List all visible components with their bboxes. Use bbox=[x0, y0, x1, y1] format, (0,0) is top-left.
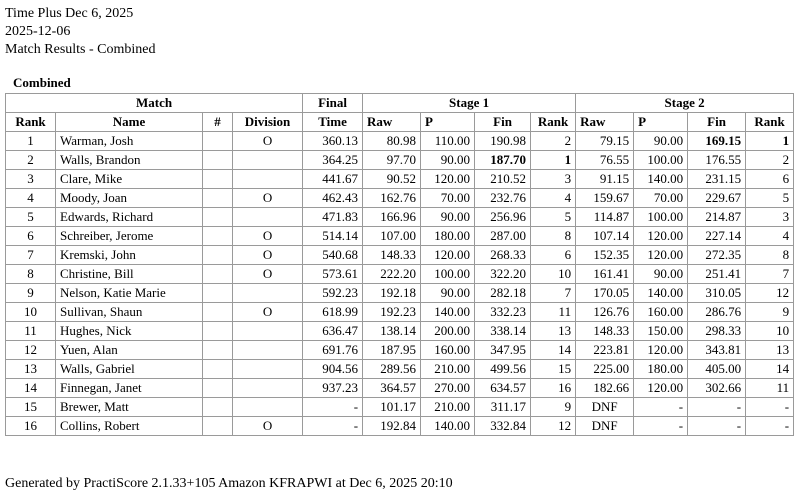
cell-s1-penalty: 90.00 bbox=[421, 208, 475, 227]
cell-s1-rank: 13 bbox=[531, 322, 576, 341]
cell-s1-penalty: 180.00 bbox=[421, 227, 475, 246]
group-final: Final bbox=[303, 94, 363, 113]
cell-name: Schreiber, Jerome bbox=[56, 227, 203, 246]
cell-s2-penalty: 120.00 bbox=[634, 379, 688, 398]
cell-s1-penalty: 140.00 bbox=[421, 303, 475, 322]
col-final-time: Time bbox=[303, 113, 363, 132]
cell-final-time: 540.68 bbox=[303, 246, 363, 265]
cell-s2-raw: 79.15 bbox=[576, 132, 634, 151]
cell-final-time: 618.99 bbox=[303, 303, 363, 322]
cell-name: Collins, Robert bbox=[56, 417, 203, 436]
cell-s2-raw: 159.67 bbox=[576, 189, 634, 208]
cell-s1-penalty: 120.00 bbox=[421, 170, 475, 189]
cell-s1-raw: 166.96 bbox=[363, 208, 421, 227]
cell-s1-rank: 9 bbox=[531, 398, 576, 417]
cell-s2-raw: 182.66 bbox=[576, 379, 634, 398]
cell-s1-rank: 4 bbox=[531, 189, 576, 208]
cell-s1-fin: 499.56 bbox=[475, 360, 531, 379]
cell-s1-fin: 187.70 bbox=[475, 151, 531, 170]
table-row bbox=[6, 170, 794, 189]
cell-s1-fin: 210.52 bbox=[475, 170, 531, 189]
cell-number bbox=[203, 284, 233, 303]
cell-final-time: 471.83 bbox=[303, 208, 363, 227]
col-s1-rank: Rank bbox=[531, 113, 576, 132]
cell-s1-raw: 90.52 bbox=[363, 170, 421, 189]
cell-rank: 8 bbox=[6, 265, 56, 284]
cell-rank: 6 bbox=[6, 227, 56, 246]
cell-s2-penalty: - bbox=[634, 398, 688, 417]
cell-rank: 13 bbox=[6, 360, 56, 379]
cell-number bbox=[203, 227, 233, 246]
cell-s2-penalty: 70.00 bbox=[634, 189, 688, 208]
cell-s1-penalty: 70.00 bbox=[421, 189, 475, 208]
cell-name: Kremski, John bbox=[56, 246, 203, 265]
cell-s1-fin: 332.84 bbox=[475, 417, 531, 436]
cell-s1-rank: 5 bbox=[531, 208, 576, 227]
cell-s2-rank: 10 bbox=[746, 322, 794, 341]
cell-name: Yuen, Alan bbox=[56, 341, 203, 360]
cell-number bbox=[203, 398, 233, 417]
cell-s1-raw: 364.57 bbox=[363, 379, 421, 398]
cell-s2-fin: 405.00 bbox=[688, 360, 746, 379]
cell-s1-raw: 80.98 bbox=[363, 132, 421, 151]
cell-s2-raw: 91.15 bbox=[576, 170, 634, 189]
col-rank: Rank bbox=[6, 113, 56, 132]
cell-s1-penalty: 90.00 bbox=[421, 284, 475, 303]
cell-final-time: 360.13 bbox=[303, 132, 363, 151]
cell-s2-rank: 13 bbox=[746, 341, 794, 360]
cell-s2-raw: 170.05 bbox=[576, 284, 634, 303]
cell-s2-raw: 223.81 bbox=[576, 341, 634, 360]
table-row bbox=[6, 398, 794, 417]
cell-name: Moody, Joan bbox=[56, 189, 203, 208]
cell-division bbox=[233, 341, 303, 360]
cell-number bbox=[203, 417, 233, 436]
cell-s1-raw: 289.56 bbox=[363, 360, 421, 379]
cell-s2-fin: 343.81 bbox=[688, 341, 746, 360]
cell-name: Clare, Mike bbox=[56, 170, 203, 189]
cell-s2-raw: DNF bbox=[576, 398, 634, 417]
cell-s1-fin: 338.14 bbox=[475, 322, 531, 341]
cell-s1-rank: 2 bbox=[531, 132, 576, 151]
results-table bbox=[5, 93, 794, 436]
cell-s2-fin: 272.35 bbox=[688, 246, 746, 265]
cell-rank: 12 bbox=[6, 341, 56, 360]
cell-s1-rank: 16 bbox=[531, 379, 576, 398]
cell-s2-penalty: 120.00 bbox=[634, 227, 688, 246]
cell-name: Walls, Gabriel bbox=[56, 360, 203, 379]
cell-s1-penalty: 120.00 bbox=[421, 246, 475, 265]
group-match: Match bbox=[6, 94, 303, 113]
cell-rank: 15 bbox=[6, 398, 56, 417]
cell-rank: 2 bbox=[6, 151, 56, 170]
cell-s2-penalty: 90.00 bbox=[634, 132, 688, 151]
cell-s1-fin: 287.00 bbox=[475, 227, 531, 246]
cell-s2-fin: - bbox=[688, 417, 746, 436]
cell-s2-fin: 310.05 bbox=[688, 284, 746, 303]
cell-rank: 7 bbox=[6, 246, 56, 265]
cell-division bbox=[233, 208, 303, 227]
cell-s2-fin: 298.33 bbox=[688, 322, 746, 341]
match-date: 2025-12-06 bbox=[5, 24, 71, 39]
col-number: # bbox=[203, 113, 233, 132]
table-row bbox=[6, 360, 794, 379]
cell-s2-rank: 14 bbox=[746, 360, 794, 379]
table-row bbox=[6, 379, 794, 398]
col-s2-fin: Fin bbox=[688, 113, 746, 132]
cell-s2-penalty: 90.00 bbox=[634, 265, 688, 284]
cell-s1-raw: 192.23 bbox=[363, 303, 421, 322]
cell-s2-penalty: 100.00 bbox=[634, 208, 688, 227]
cell-s2-raw: 152.35 bbox=[576, 246, 634, 265]
cell-s2-penalty: 140.00 bbox=[634, 170, 688, 189]
cell-s1-raw: 187.95 bbox=[363, 341, 421, 360]
report-type: Match Results - Combined bbox=[5, 42, 156, 57]
col-s1-fin: Fin bbox=[475, 113, 531, 132]
cell-rank: 5 bbox=[6, 208, 56, 227]
cell-s1-rank: 15 bbox=[531, 360, 576, 379]
cell-s2-fin: 227.14 bbox=[688, 227, 746, 246]
cell-number bbox=[203, 246, 233, 265]
table-row bbox=[6, 208, 794, 227]
cell-s1-rank: 8 bbox=[531, 227, 576, 246]
cell-s2-rank: - bbox=[746, 417, 794, 436]
cell-rank: 3 bbox=[6, 170, 56, 189]
cell-s2-fin: 214.87 bbox=[688, 208, 746, 227]
cell-rank: 14 bbox=[6, 379, 56, 398]
cell-s1-raw: 148.33 bbox=[363, 246, 421, 265]
cell-name: Edwards, Richard bbox=[56, 208, 203, 227]
table-row bbox=[6, 227, 794, 246]
cell-s2-raw: 225.00 bbox=[576, 360, 634, 379]
col-division: Division bbox=[233, 113, 303, 132]
cell-s1-penalty: 140.00 bbox=[421, 417, 475, 436]
cell-s1-fin: 232.76 bbox=[475, 189, 531, 208]
cell-s1-fin: 322.20 bbox=[475, 265, 531, 284]
cell-s2-fin: 176.55 bbox=[688, 151, 746, 170]
cell-s2-rank: 8 bbox=[746, 246, 794, 265]
cell-s1-rank: 1 bbox=[531, 151, 576, 170]
cell-s1-rank: 3 bbox=[531, 170, 576, 189]
cell-s2-rank: 11 bbox=[746, 379, 794, 398]
cell-name: Hughes, Nick bbox=[56, 322, 203, 341]
group-stage1: Stage 1 bbox=[363, 94, 576, 113]
table-row bbox=[6, 303, 794, 322]
cell-s1-raw: 162.76 bbox=[363, 189, 421, 208]
cell-s1-raw: 222.20 bbox=[363, 265, 421, 284]
cell-s2-penalty: 100.00 bbox=[634, 151, 688, 170]
group-stage2: Stage 2 bbox=[576, 94, 794, 113]
cell-division bbox=[233, 379, 303, 398]
cell-s1-fin: 634.57 bbox=[475, 379, 531, 398]
cell-s1-penalty: 210.00 bbox=[421, 360, 475, 379]
cell-s2-penalty: 160.00 bbox=[634, 303, 688, 322]
cell-s1-rank: 6 bbox=[531, 246, 576, 265]
cell-number bbox=[203, 322, 233, 341]
cell-s2-penalty: - bbox=[634, 417, 688, 436]
cell-s2-rank: 12 bbox=[746, 284, 794, 303]
cell-number bbox=[203, 208, 233, 227]
cell-s1-raw: 101.17 bbox=[363, 398, 421, 417]
cell-final-time: 904.56 bbox=[303, 360, 363, 379]
cell-s1-raw: 97.70 bbox=[363, 151, 421, 170]
footer-text: Generated by PractiScore 2.1.33+105 Amazon KFRAPWI at Dec 6, 2025 20:10 bbox=[5, 476, 453, 491]
cell-s2-raw: 107.14 bbox=[576, 227, 634, 246]
cell-s2-rank: - bbox=[746, 398, 794, 417]
cell-division: O bbox=[233, 227, 303, 246]
cell-s2-penalty: 120.00 bbox=[634, 341, 688, 360]
cell-s1-penalty: 100.00 bbox=[421, 265, 475, 284]
cell-s1-penalty: 270.00 bbox=[421, 379, 475, 398]
cell-name: Walls, Brandon bbox=[56, 151, 203, 170]
col-s1-penalty: P bbox=[421, 113, 475, 132]
column-header-row bbox=[6, 113, 794, 132]
cell-s2-raw: DNF bbox=[576, 417, 634, 436]
cell-name: Christine, Bill bbox=[56, 265, 203, 284]
cell-division bbox=[233, 170, 303, 189]
cell-name: Finnegan, Janet bbox=[56, 379, 203, 398]
section-title: Combined bbox=[13, 75, 71, 90]
cell-rank: 16 bbox=[6, 417, 56, 436]
col-s2-penalty: P bbox=[634, 113, 688, 132]
cell-s1-fin: 282.18 bbox=[475, 284, 531, 303]
cell-final-time: 462.43 bbox=[303, 189, 363, 208]
cell-rank: 9 bbox=[6, 284, 56, 303]
group-header-row bbox=[6, 94, 794, 113]
cell-s1-rank: 14 bbox=[531, 341, 576, 360]
cell-s2-penalty: 180.00 bbox=[634, 360, 688, 379]
cell-s2-raw: 161.41 bbox=[576, 265, 634, 284]
cell-s1-penalty: 210.00 bbox=[421, 398, 475, 417]
cell-s2-rank: 9 bbox=[746, 303, 794, 322]
cell-number bbox=[203, 132, 233, 151]
table-row bbox=[6, 246, 794, 265]
cell-rank: 4 bbox=[6, 189, 56, 208]
cell-s2-rank: 1 bbox=[746, 132, 794, 151]
cell-final-time: 937.23 bbox=[303, 379, 363, 398]
cell-s1-raw: 192.18 bbox=[363, 284, 421, 303]
cell-name: Brewer, Matt bbox=[56, 398, 203, 417]
cell-number bbox=[203, 151, 233, 170]
cell-division bbox=[233, 322, 303, 341]
table-row bbox=[6, 341, 794, 360]
cell-number bbox=[203, 189, 233, 208]
cell-s1-penalty: 110.00 bbox=[421, 132, 475, 151]
cell-s2-rank: 2 bbox=[746, 151, 794, 170]
table-row bbox=[6, 132, 794, 151]
cell-s1-penalty: 200.00 bbox=[421, 322, 475, 341]
cell-division: O bbox=[233, 265, 303, 284]
cell-final-time: 441.67 bbox=[303, 170, 363, 189]
col-name: Name bbox=[56, 113, 203, 132]
cell-s1-rank: 10 bbox=[531, 265, 576, 284]
col-s2-rank: Rank bbox=[746, 113, 794, 132]
table-row bbox=[6, 322, 794, 341]
cell-s2-fin: - bbox=[688, 398, 746, 417]
cell-number bbox=[203, 303, 233, 322]
cell-rank: 10 bbox=[6, 303, 56, 322]
cell-s2-fin: 251.41 bbox=[688, 265, 746, 284]
cell-name: Nelson, Katie Marie bbox=[56, 284, 203, 303]
cell-s2-penalty: 140.00 bbox=[634, 284, 688, 303]
cell-number bbox=[203, 265, 233, 284]
cell-division: O bbox=[233, 246, 303, 265]
cell-s2-rank: 6 bbox=[746, 170, 794, 189]
cell-final-time: 364.25 bbox=[303, 151, 363, 170]
cell-division: O bbox=[233, 132, 303, 151]
cell-final-time: 514.14 bbox=[303, 227, 363, 246]
cell-s1-rank: 12 bbox=[531, 417, 576, 436]
cell-s2-rank: 7 bbox=[746, 265, 794, 284]
table-row bbox=[6, 151, 794, 170]
table-row bbox=[6, 284, 794, 303]
cell-s1-penalty: 90.00 bbox=[421, 151, 475, 170]
cell-s2-penalty: 120.00 bbox=[634, 246, 688, 265]
cell-final-time: - bbox=[303, 417, 363, 436]
cell-s2-raw: 148.33 bbox=[576, 322, 634, 341]
cell-division: O bbox=[233, 303, 303, 322]
cell-s2-rank: 5 bbox=[746, 189, 794, 208]
cell-s1-raw: 192.84 bbox=[363, 417, 421, 436]
cell-name: Sullivan, Shaun bbox=[56, 303, 203, 322]
cell-s1-fin: 332.23 bbox=[475, 303, 531, 322]
cell-number bbox=[203, 360, 233, 379]
cell-final-time: 573.61 bbox=[303, 265, 363, 284]
cell-final-time: 691.76 bbox=[303, 341, 363, 360]
cell-s2-rank: 4 bbox=[746, 227, 794, 246]
cell-number bbox=[203, 341, 233, 360]
cell-division bbox=[233, 398, 303, 417]
cell-final-time: 592.23 bbox=[303, 284, 363, 303]
cell-division: O bbox=[233, 189, 303, 208]
cell-division: O bbox=[233, 417, 303, 436]
cell-s2-raw: 76.55 bbox=[576, 151, 634, 170]
table-row bbox=[6, 417, 794, 436]
cell-s2-fin: 286.76 bbox=[688, 303, 746, 322]
cell-s1-fin: 190.98 bbox=[475, 132, 531, 151]
cell-s1-raw: 107.00 bbox=[363, 227, 421, 246]
cell-s2-raw: 126.76 bbox=[576, 303, 634, 322]
cell-s2-fin: 231.15 bbox=[688, 170, 746, 189]
cell-s2-fin: 229.67 bbox=[688, 189, 746, 208]
col-s1-raw: Raw bbox=[363, 113, 421, 132]
cell-final-time: 636.47 bbox=[303, 322, 363, 341]
cell-rank: 11 bbox=[6, 322, 56, 341]
cell-s1-penalty: 160.00 bbox=[421, 341, 475, 360]
table-row bbox=[6, 189, 794, 208]
cell-rank: 1 bbox=[6, 132, 56, 151]
cell-s1-fin: 256.96 bbox=[475, 208, 531, 227]
col-s2-raw: Raw bbox=[576, 113, 634, 132]
cell-s1-fin: 347.95 bbox=[475, 341, 531, 360]
cell-final-time: - bbox=[303, 398, 363, 417]
match-title: Time Plus Dec 6, 2025 bbox=[5, 6, 134, 21]
cell-division bbox=[233, 284, 303, 303]
cell-s2-penalty: 150.00 bbox=[634, 322, 688, 341]
cell-s1-fin: 311.17 bbox=[475, 398, 531, 417]
cell-s2-fin: 302.66 bbox=[688, 379, 746, 398]
cell-division bbox=[233, 151, 303, 170]
cell-s1-rank: 7 bbox=[531, 284, 576, 303]
cell-name: Warman, Josh bbox=[56, 132, 203, 151]
cell-division bbox=[233, 360, 303, 379]
cell-s1-fin: 268.33 bbox=[475, 246, 531, 265]
cell-number bbox=[203, 170, 233, 189]
report-header bbox=[5, 5, 156, 59]
cell-s1-rank: 11 bbox=[531, 303, 576, 322]
cell-s2-rank: 3 bbox=[746, 208, 794, 227]
cell-s2-raw: 114.87 bbox=[576, 208, 634, 227]
table-row bbox=[6, 265, 794, 284]
cell-s2-fin: 169.15 bbox=[688, 132, 746, 151]
cell-number bbox=[203, 379, 233, 398]
cell-s1-raw: 138.14 bbox=[363, 322, 421, 341]
